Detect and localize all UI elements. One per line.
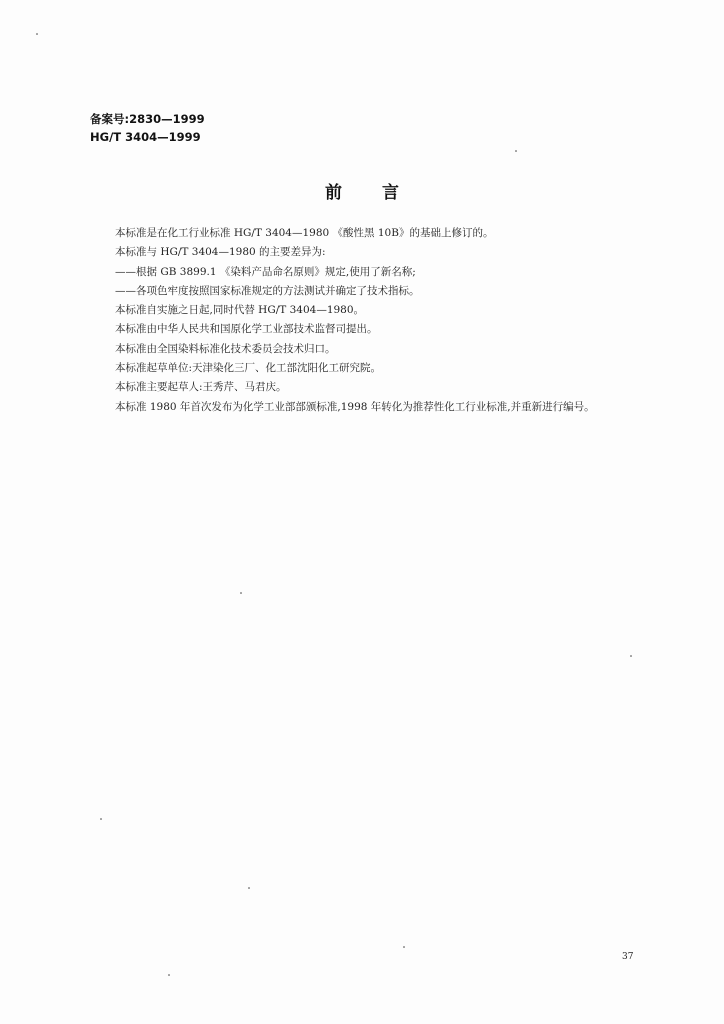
record-number: 备案号:2830—1999: [90, 112, 205, 126]
scan-speck: [240, 592, 242, 594]
scan-speck: [100, 818, 102, 820]
scan-speck: [630, 655, 632, 657]
paragraph: 本标准与 HG/T 3404—1980 的主要差异为:: [115, 246, 326, 259]
scan-speck: [403, 946, 405, 948]
paragraph: 本标准由中华人民共和国原化学工业部技术监督司提出。: [115, 323, 378, 336]
scan-speck: [248, 887, 250, 889]
paragraph: 本标准起草单位:天津染化三厂、化工部沈阳化工研究院。: [115, 362, 382, 375]
page-number: 37: [622, 952, 634, 962]
standard-header: [90, 110, 205, 146]
paragraph: 本标准自实施之日起,同时代替 HG/T 3404—1980。: [115, 304, 365, 317]
paragraph: 本标准由全国染料标准化技术委员会技术归口。: [115, 342, 336, 355]
scan-speck: [36, 33, 38, 35]
page-title: 前言: [325, 183, 439, 203]
paragraph: ——根据 GB 3899.1 《染料产品命名原则》规定,使用了新名称;: [115, 265, 416, 278]
paragraph: 本标准 1980 年首次发布为化学工业部部颁标准,1998 年转化为推荐性化工行业标准,并重新进行编号。: [115, 400, 595, 413]
scan-speck: [515, 150, 517, 152]
paragraph: 本标准是在化工行业标准 HG/T 3404—1980 《酸性黑 10B》的基础上修订的。: [115, 227, 494, 239]
paragraph: 本标准主要起草人:王秀芹、马君庆。: [115, 381, 287, 394]
scan-speck: [168, 974, 170, 976]
foreword-body: [90, 224, 652, 417]
standard-code: HG/T 3404—1999: [90, 130, 201, 144]
paragraph: ——各项色牢度按照国家标准规定的方法测试并确定了技术指标。: [115, 284, 420, 297]
